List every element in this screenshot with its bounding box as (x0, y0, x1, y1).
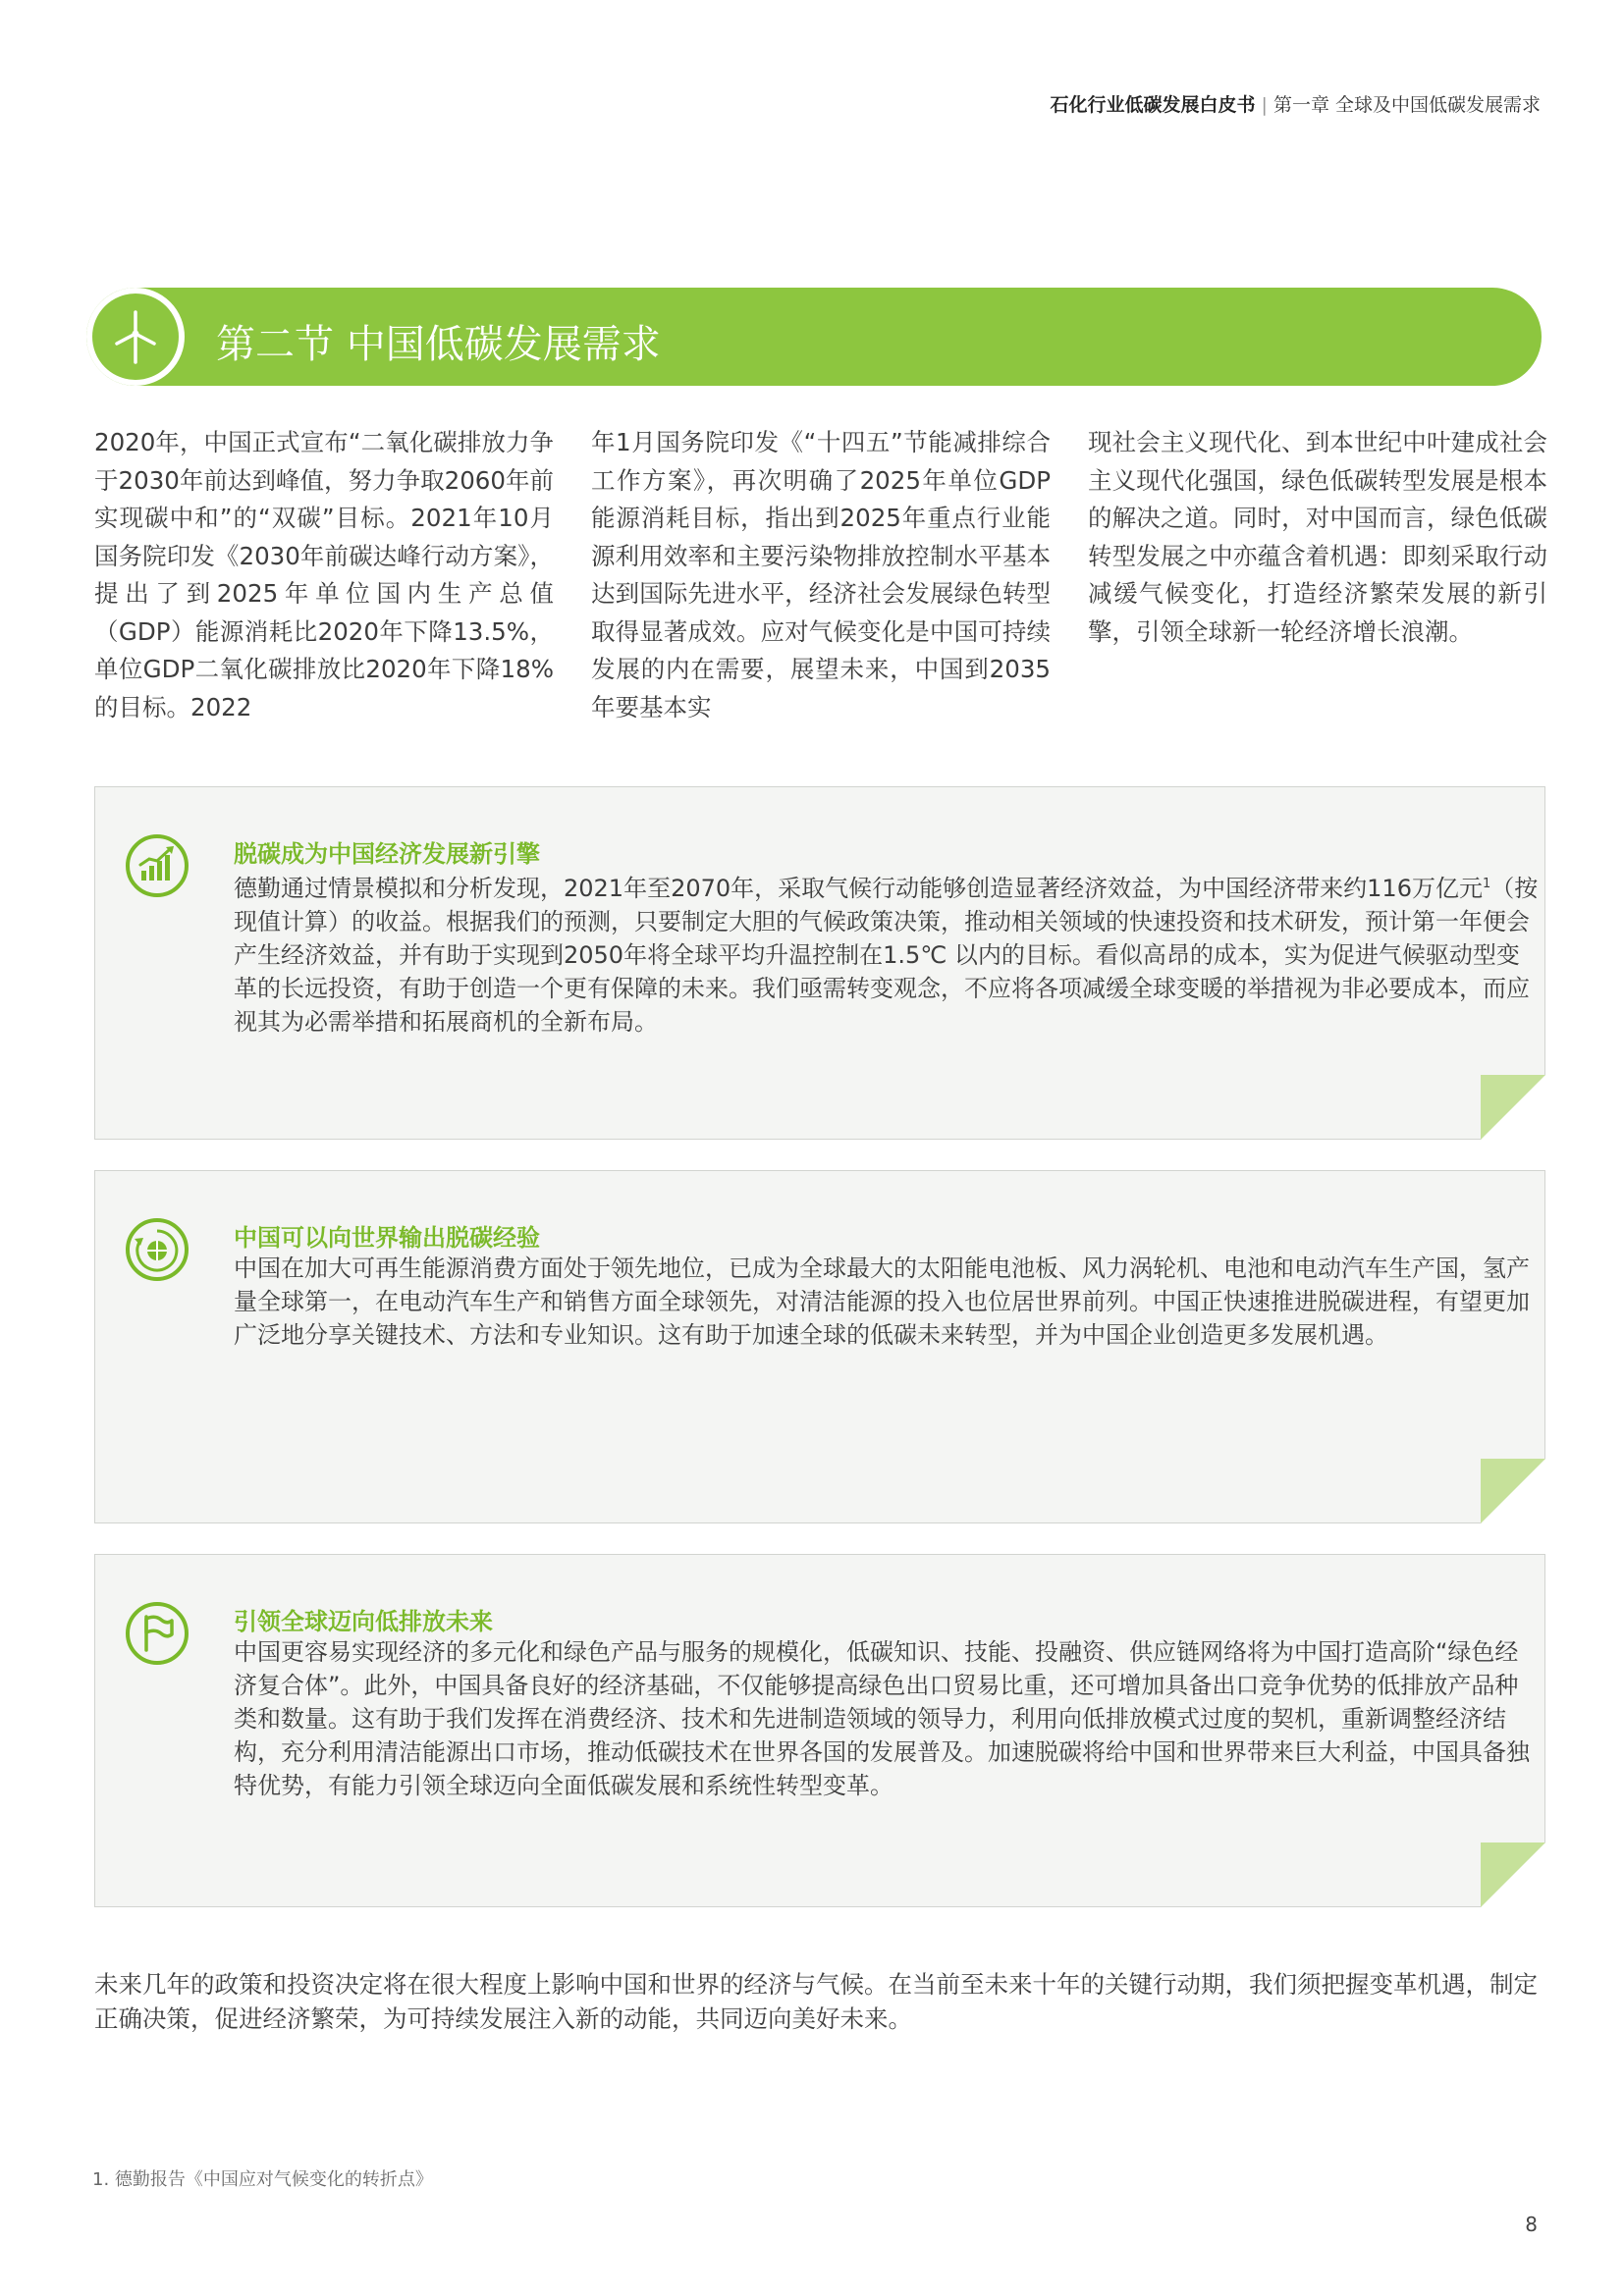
intro-column-1: 2020年，中国正式宣布“二氧化碳排放力争于2030年前达到峰值，努力争取2060年前实现碳中和”的“双碳”目标。2021年10月国务院印发《2030年前碳达峰行动方案》，提出了到2025年单位国内生产总值（GDP）能源消耗比2020年下降13.5%，单位GDP二氧化碳排放比2020年下降18%的目标。2022 (94, 428, 554, 721)
card-title: 引领全球迈向低排放未来 (234, 1608, 493, 1635)
wind-turbine-icon (86, 288, 185, 386)
globe-cycle-icon (125, 1217, 189, 1282)
card-body-text: 德勤通过情景模拟和分析发现，2021年至2070年，采取气候行动能够创造显著经济效益，为中国经济带来约116万亿元 (234, 875, 1483, 902)
page-number: 8 (1525, 2213, 1538, 2236)
section-title: 第二节 中国低碳发展需求 (216, 322, 661, 367)
growth-chart-icon (125, 833, 189, 898)
callout-card-decarbonization-engine (94, 786, 1545, 1140)
card-title: 中国可以向世界输出脱碳经验 (234, 1224, 540, 1252)
footnote-reference: 1 (1482, 877, 1491, 891)
footnote: 1. 德勤报告《中国应对气候变化的转折点》 (92, 2169, 433, 2190)
callout-card-export-experience (94, 1170, 1545, 1523)
document-title: 石化行业低碳发展白皮书 (1050, 94, 1256, 116)
card-body-text-continued: （按现值计算）的收益。根据我们的预测，只要制定大胆的气候政策决策，推动相关领域的快速投资和技术研发，预计第一年便会产生经济效益，并有助于实现到2050年将全球平均升温控制在1.5℃ 以内的目标。看似高昂的成本，实为促进气候驱动型变革的长远投资，有助于创造一个更有保障的未来。我们亟需转变观念，不应将各项减缓全球变暖的举措视为非必要成本，而应视其为必需举措和拓展商机的全新布局。 (234, 875, 1539, 1036)
intro-column-3: 现社会主义现代化、到本世纪中叶建成社会主义现代化强国，绿色低碳转型发展是根本的解决之道。同时，对中国而言，绿色低碳转型发展之中亦蕴含着机遇：即刻采取行动减缓气候变化，打造经济繁荣发展的新引擎，引领全球新一轮经济增长浪潮。 (1088, 428, 1547, 646)
intro-column-2: 年1月国务院印发《“十四五”节能减排综合工作方案》，再次明确了2025年单位GDP能源消耗目标，指出到2025年重点行业能源利用效率和主要污染物排放控制水平基本达到国际先进水平，经济社会发展绿色转型取得显著成效。应对气候变化是中国可持续发展的内在需要，展望未来，中国到2035年要基本实 (591, 428, 1051, 721)
page-fold-corner (1481, 1459, 1545, 1523)
header-separator: | (1261, 94, 1268, 116)
section-banner (86, 288, 1542, 386)
page-fold-corner (1481, 1075, 1545, 1140)
callout-card-lead-low-emission-future (94, 1554, 1545, 1907)
running-header (1051, 90, 1541, 117)
card-title: 脱碳成为中国经济发展新引擎 (234, 840, 540, 868)
flag-icon (125, 1601, 189, 1666)
page-fold-corner (1481, 1842, 1545, 1907)
card-body: 中国在加大可再生能源消费方面处于领先地位，已成为全球最大的太阳能电池板、风力涡轮机、电池和电动汽车生产国，氢产量全球第一，在电动汽车生产和销售方面全球领先，对清洁能源的投入也位居世界前列。中国正快速推进脱碳进程，有望更加广泛地分享关键技术、方法和专业知识。这有助于加速全球的低碳未来转型，并为中国企业创造更多发展机遇。 (234, 1255, 1530, 1349)
card-body (234, 868, 1540, 1039)
chapter-title: 第一章 全球及中国低碳发展需求 (1272, 94, 1541, 116)
card-body: 中国更容易实现经济的多元化和绿色产品与服务的规模化，低碳知识、技能、投融资、供应链网络将为中国打造高阶“绿色经济复合体”。此外，中国具备良好的经济基础，不仅能够提高绿色出口贸易比重，还可增加具备出口竞争优势的低排放产品种类和数量。这有助于我们发挥在消费经济、技术和先进制造领域的领导力，利用向低排放模式过度的契机，重新调整经济结构，充分利用清洁能源出口市场，推动低碳技术在世界各国的发展普及。加速脱碳将给中国和世界带来巨大利益，中国具备独特优势，有能力引领全球迈向全面低碳发展和系统性转型变革。 (234, 1638, 1530, 1799)
closing-paragraph: 未来几年的政策和投资决定将在很大程度上影响中国和世界的经济与气候。在当前至未来十年的关键行动期，我们须把握变革机遇，制定正确决策，促进经济繁荣，为可持续发展注入新的动能，共同迈向美好未来。 (94, 1970, 1538, 2033)
